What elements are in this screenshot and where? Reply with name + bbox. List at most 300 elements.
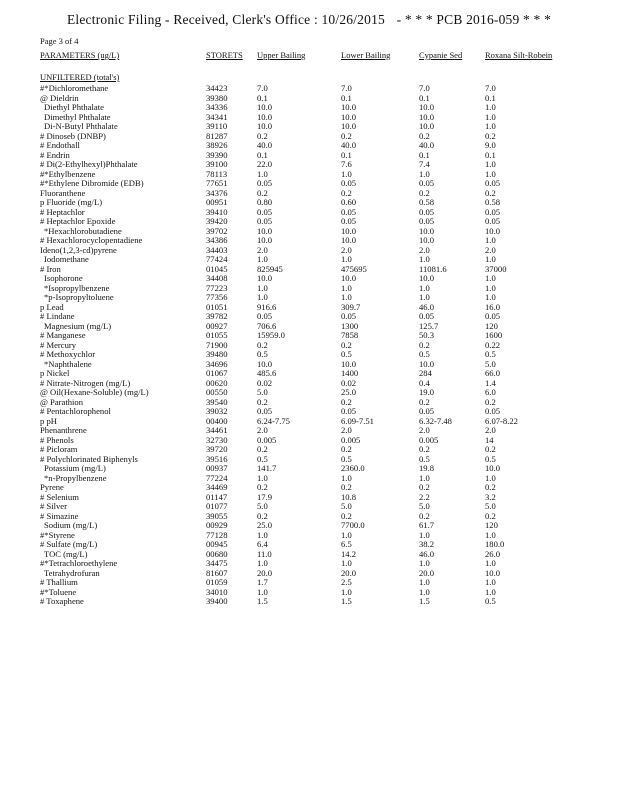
table-row [0, 84, 618, 94]
roxana-silt-value: 0.2 [485, 396, 496, 407]
upper-bailing-value: 10.0 [257, 102, 273, 112]
parameter-name: # Endothall [40, 140, 80, 150]
roxana-silt-value: 0.22 [485, 339, 501, 350]
upper-bailing-value: 0.2 [257, 510, 268, 521]
storet-code: 00550 [206, 387, 228, 397]
upper-bailing-value: 10.0 [257, 225, 273, 236]
parameter-name: #*Ethylene Dibromide (EDB) [40, 178, 144, 188]
parameter-name: # Heptachlor Epoxide [40, 216, 116, 226]
upper-bailing-value: 17.9 [257, 491, 273, 502]
storet-code: 38926 [206, 140, 228, 150]
table-row [0, 588, 618, 598]
parameter-name: # Iron [40, 263, 61, 274]
table-row [0, 388, 618, 398]
roxana-silt-value: 1.4 [485, 377, 496, 388]
cypanie-sed-value: 0.1 [419, 92, 430, 103]
upper-bailing-value: 1.0 [257, 254, 268, 264]
upper-bailing-value: 15959.0 [257, 330, 285, 340]
cypanie-sed-value: 0.05 [419, 311, 435, 321]
roxana-silt-value: 0.2 [485, 130, 496, 141]
cypanie-sed-value: 1.5 [419, 596, 430, 606]
lower-bailing-value: 10.0 [341, 225, 357, 236]
lower-bailing-value: 2.0 [341, 425, 352, 435]
roxana-silt-value: 1.0 [485, 111, 496, 122]
parameter-name: # Heptachlor [40, 206, 85, 217]
upper-bailing-value: 485.6 [257, 368, 277, 378]
cypanie-sed-value: 19.0 [419, 387, 435, 397]
storet-code: 34408 [206, 273, 228, 283]
table-row [0, 255, 618, 265]
cypanie-sed-value: 2.2 [419, 491, 430, 502]
upper-bailing-value: 0.05 [257, 216, 273, 226]
parameter-name: p Fluoride (mg/L) [40, 197, 103, 207]
cypanie-sed-value: 38.2 [419, 539, 435, 549]
filing-header-text: Electronic Filing - Received, Clerk's Office : 10/26/2015 [66, 12, 385, 27]
table-row [0, 293, 618, 303]
lower-bailing-value: 10.0 [341, 111, 357, 122]
storet-code: 39110 [206, 121, 228, 131]
upper-bailing-value: 0.2 [257, 339, 268, 350]
upper-bailing-value: 1.0 [257, 558, 268, 568]
roxana-silt-value: 0.05 [485, 178, 501, 188]
parameter-name: # Sulfate (mg/L) [40, 539, 98, 549]
page-number: Page 3 of 4 [40, 36, 79, 46]
roxana-silt-value: 1.0 [485, 235, 496, 245]
upper-bailing-value: 1.0 [257, 472, 268, 483]
parameter-name: p Lead [40, 301, 64, 312]
storet-code: 34423 [206, 83, 228, 93]
roxana-silt-value: 180.0 [485, 539, 505, 549]
lower-bailing-value: 1.0 [341, 558, 352, 568]
roxana-silt-value: 26.0 [485, 548, 501, 559]
upper-bailing-value: 10.0 [257, 111, 273, 122]
upper-bailing-value: 7.0 [257, 83, 268, 93]
lower-bailing-value: 0.1 [341, 149, 352, 160]
roxana-silt-value: 0.2 [485, 187, 496, 198]
storet-code: 39702 [206, 225, 228, 236]
roxana-silt-value: 1.0 [485, 529, 496, 540]
cypanie-sed-value: 0.2 [419, 510, 430, 521]
lower-bailing-value: 1.0 [341, 472, 352, 483]
parameter-name: # Methoxychlor [40, 349, 96, 359]
storet-code: 39782 [206, 311, 228, 321]
cypanie-sed-value: 19.8 [419, 463, 435, 473]
roxana-silt-value: 0.2 [485, 482, 496, 492]
parameter-name: Sodium (mg/L) [44, 520, 98, 530]
table-row [0, 426, 618, 436]
lower-bailing-value: 0.5 [341, 349, 352, 359]
lower-bailing-value: 10.0 [341, 102, 357, 112]
roxana-silt-value: 1.0 [485, 282, 496, 293]
cypanie-sed-value: 46.0 [419, 301, 435, 312]
storet-code: 00680 [206, 548, 228, 559]
cypanie-sed-value: 0.005 [419, 434, 439, 445]
upper-bailing-value: 0.05 [257, 206, 273, 217]
lower-bailing-value: 0.05 [341, 311, 357, 321]
upper-bailing-value: 1.0 [257, 529, 268, 540]
lower-bailing-value: 0.05 [341, 206, 357, 217]
storet-code: 39390 [206, 149, 228, 160]
roxana-silt-value: 1600 [485, 330, 503, 340]
storet-code: 39055 [206, 510, 228, 521]
upper-bailing-value: 5.0 [257, 387, 268, 397]
upper-bailing-value: 1.7 [257, 577, 268, 587]
parameter-name: # Toxaphene [40, 596, 84, 606]
roxana-silt-value: 16.0 [485, 301, 501, 312]
storet-code: 39516 [206, 453, 228, 464]
col-header-storets: STORETS [206, 50, 243, 60]
storet-code: 00927 [206, 320, 228, 331]
roxana-silt-value: 1.0 [485, 168, 496, 179]
storet-code: 77224 [206, 472, 228, 483]
cypanie-sed-value: 10.0 [419, 225, 435, 236]
lower-bailing-value: 10.0 [341, 121, 357, 131]
lower-bailing-value: 0.5 [341, 453, 352, 464]
lower-bailing-value: 2.0 [341, 244, 352, 255]
parameter-name: # Picloram [40, 444, 78, 454]
roxana-silt-value: 2.0 [485, 244, 496, 255]
storet-code: 77356 [206, 292, 228, 302]
storet-code: 34386 [206, 235, 228, 245]
upper-bailing-value: 40.0 [257, 140, 273, 150]
col-header-upper-bailing: Upper Bailing [257, 50, 306, 60]
table-row [0, 198, 618, 208]
storet-code: 39410 [206, 206, 228, 217]
cypanie-sed-value: 10.0 [419, 235, 435, 245]
storet-code: 39420 [206, 216, 228, 226]
parameter-name: # Hexachlorocyclopentadiene [40, 235, 143, 245]
upper-bailing-value: 916.6 [257, 301, 277, 312]
table-row [0, 303, 618, 313]
cypanie-sed-value: 125.7 [419, 320, 439, 331]
table-row [0, 597, 618, 607]
upper-bailing-value: 1.0 [257, 168, 268, 179]
lower-bailing-value: 475695 [341, 263, 367, 274]
roxana-silt-value: 1.0 [485, 558, 496, 568]
cypanie-sed-value: 0.05 [419, 216, 435, 226]
upper-bailing-value: 825945 [257, 263, 283, 274]
lower-bailing-value: 2.5 [341, 577, 352, 587]
cypanie-sed-value: 10.0 [419, 358, 435, 369]
parameter-name: *Hexachlorobutadiene [44, 225, 122, 236]
table-row [0, 360, 618, 370]
upper-bailing-value: 0.2 [257, 130, 268, 141]
parameter-name: Iodomethane [44, 254, 89, 264]
upper-bailing-value: 2.0 [257, 425, 268, 435]
parameter-name: *Naphthalene [44, 358, 92, 369]
upper-bailing-value: 0.2 [257, 187, 268, 198]
col-header-lower-bailing: Lower Bailing [341, 50, 391, 60]
cypanie-sed-value: 10.0 [419, 111, 435, 122]
storet-code: 32730 [206, 434, 228, 445]
parameter-name: p pH [40, 415, 57, 426]
col-header-roxana-silt: Roxana Silt-Robein [485, 50, 553, 60]
parameter-name: # Mercury [40, 339, 77, 350]
storet-code: 39380 [206, 92, 228, 103]
table-row [0, 493, 618, 503]
cypanie-sed-value: 0.5 [419, 453, 430, 464]
storet-code: 77424 [206, 254, 228, 264]
lower-bailing-value: 0.2 [341, 510, 352, 521]
roxana-silt-value: 1.0 [485, 472, 496, 483]
upper-bailing-value: 20.0 [257, 567, 273, 578]
lower-bailing-value: 20.0 [341, 567, 357, 578]
roxana-silt-value: 0.5 [485, 596, 496, 606]
parameter-name: *Isopropylbenzene [44, 282, 110, 293]
roxana-silt-value: 2.0 [485, 425, 496, 435]
lower-bailing-value: 0.005 [341, 434, 361, 445]
table-row [0, 483, 618, 493]
lower-bailing-value: 0.05 [341, 216, 357, 226]
storet-code: 34010 [206, 586, 228, 597]
upper-bailing-value: 10.0 [257, 121, 273, 131]
upper-bailing-value: 141.7 [257, 463, 277, 473]
cypanie-sed-value: 1.0 [419, 472, 430, 483]
lower-bailing-value: 7700.0 [341, 520, 365, 530]
roxana-silt-value: 3.2 [485, 491, 496, 502]
upper-bailing-value: 25.0 [257, 520, 273, 530]
cypanie-sed-value: 1.0 [419, 282, 430, 293]
col-header-cypanie-sed: Cypanie Sed [419, 50, 463, 60]
cypanie-sed-value: 10.0 [419, 102, 435, 112]
table-row [0, 436, 618, 446]
roxana-silt-value: 10.0 [485, 463, 501, 473]
lower-bailing-value: 1.0 [341, 282, 352, 293]
lower-bailing-value: 0.2 [341, 339, 352, 350]
table-row [0, 417, 618, 427]
parameter-name: TOC (mg/L) [44, 548, 88, 559]
lower-bailing-value: 1400 [341, 368, 359, 378]
upper-bailing-value: 22.0 [257, 159, 273, 169]
section-title: UNFILTERED (total's) [40, 72, 120, 82]
upper-bailing-value: 0.02 [257, 377, 273, 388]
upper-bailing-value: 0.005 [257, 434, 277, 445]
storet-code: 78113 [206, 168, 228, 179]
cypanie-sed-value: 1.0 [419, 529, 430, 540]
roxana-silt-value: 0.05 [485, 406, 501, 416]
lower-bailing-value: 0.05 [341, 178, 357, 188]
storet-code: 34336 [206, 102, 228, 112]
parameter-name: # Polychlorinated Biphenyls [40, 453, 138, 464]
table-row [0, 331, 618, 341]
parameter-name: *n-Propylbenzene [44, 472, 107, 483]
roxana-silt-value: 1.0 [485, 102, 496, 112]
parameter-name: # Selenium [40, 491, 79, 502]
upper-bailing-value: 0.1 [257, 149, 268, 160]
lower-bailing-value: 1.5 [341, 596, 352, 606]
roxana-silt-value: 0.1 [485, 92, 496, 103]
parameter-name: # Dinoseb (DNBP) [40, 130, 106, 141]
parameter-name: # Nitrate-Nitrogen (mg/L) [40, 377, 131, 388]
storet-code: 39540 [206, 396, 228, 407]
parameter-name: @ Parathion [40, 396, 83, 407]
parameter-name: #*Tetrachloroethylene [40, 558, 118, 568]
parameter-name: #*Toluene [40, 586, 77, 597]
storet-code: 01067 [206, 368, 228, 378]
storet-code: 01045 [206, 263, 228, 274]
table-row [0, 540, 618, 550]
cypanie-sed-value: 0.5 [419, 349, 430, 359]
cypanie-sed-value: 0.2 [419, 130, 430, 141]
roxana-silt-value: 37000 [485, 263, 507, 274]
cypanie-sed-value: 1.0 [419, 558, 430, 568]
lower-bailing-value: 0.1 [341, 92, 352, 103]
roxana-silt-value: 0.58 [485, 197, 501, 207]
storet-code: 00945 [206, 539, 228, 549]
upper-bailing-value: 10.0 [257, 273, 273, 283]
parameter-name: #*Dichloromethane [40, 83, 109, 93]
parameter-name: @ Oil(Hexane-Soluble) (mg/L) [40, 387, 149, 397]
table-row [0, 502, 618, 512]
storet-code: 39720 [206, 444, 228, 454]
storet-code: 01077 [206, 501, 228, 511]
parameter-name: Dimethyl Phthalate [44, 111, 111, 122]
parameter-name: Ideno(1,2,3-cd)pyrene [40, 244, 117, 255]
lower-bailing-value: 0.2 [341, 396, 352, 407]
roxana-silt-value: 10.0 [485, 225, 501, 236]
upper-bailing-value: 10.0 [257, 235, 273, 245]
lower-bailing-value: 0.2 [341, 444, 352, 454]
lower-bailing-value: 40.0 [341, 140, 357, 150]
parameter-name: p Nickel [40, 368, 70, 378]
cypanie-sed-value: 0.2 [419, 482, 430, 492]
storet-code: 00937 [206, 463, 228, 473]
upper-bailing-value: 1.0 [257, 586, 268, 597]
cypanie-sed-value: 0.2 [419, 187, 430, 198]
lower-bailing-value: 7.0 [341, 83, 352, 93]
lower-bailing-value: 25.0 [341, 387, 357, 397]
table-row [0, 322, 618, 332]
lower-bailing-value: 6.5 [341, 539, 352, 549]
col-header-parameters: PARAMETERS (ug/L) [40, 50, 120, 60]
parameter-name: Pyrene [40, 482, 64, 492]
upper-bailing-value: 0.2 [257, 444, 268, 454]
upper-bailing-value: 0.05 [257, 178, 273, 188]
parameter-name: *p-Isopropyltoluene [44, 292, 114, 302]
roxana-silt-value: 9.0 [485, 140, 496, 150]
storet-code: 81287 [206, 130, 228, 141]
storet-code: 00400 [206, 415, 228, 426]
storet-code: 34475 [206, 558, 228, 568]
cypanie-sed-value: 5.0 [419, 501, 430, 511]
cypanie-sed-value: 284 [419, 368, 432, 378]
storet-code: 77651 [206, 178, 228, 188]
storet-code: 39400 [206, 596, 228, 606]
case-reference: - * * * PCB 2016-059 * * * [396, 12, 552, 27]
parameter-name: Di-N-Butyl Phthalate [44, 121, 118, 131]
table-row [0, 132, 618, 142]
lower-bailing-value: 6.09-7.51 [341, 415, 374, 426]
storet-code: 39480 [206, 349, 228, 359]
lower-bailing-value: 1.0 [341, 586, 352, 597]
cypanie-sed-value: 10.0 [419, 121, 435, 131]
storet-code: 01147 [206, 491, 228, 502]
lower-bailing-value: 0.2 [341, 187, 352, 198]
cypanie-sed-value: 61.7 [419, 520, 435, 530]
upper-bailing-value: 6.4 [257, 539, 268, 549]
cypanie-sed-value: 7.4 [419, 159, 430, 169]
parameter-name: Isophorone [44, 273, 83, 283]
parameter-name: Phenanthrene [40, 425, 87, 435]
lower-bailing-value: 1.0 [341, 529, 352, 540]
lower-bailing-value: 5.0 [341, 501, 352, 511]
parameter-name: # Manganese [40, 330, 86, 340]
upper-bailing-value: 0.1 [257, 92, 268, 103]
cypanie-sed-value: 0.05 [419, 178, 435, 188]
cypanie-sed-value: 1.0 [419, 254, 430, 264]
cypanie-sed-value: 46.0 [419, 548, 435, 559]
table-row [0, 246, 618, 256]
roxana-silt-value: 1.0 [485, 254, 496, 264]
parameter-name: Tetrahydrofuran [44, 567, 100, 578]
roxana-silt-value: 7.0 [485, 83, 496, 93]
lower-bailing-value: 0.02 [341, 377, 357, 388]
cypanie-sed-value: 0.2 [419, 444, 430, 454]
upper-bailing-value: 0.05 [257, 311, 273, 321]
cypanie-sed-value: 0.4 [419, 377, 430, 388]
cypanie-sed-value: 2.0 [419, 425, 430, 435]
storet-code: 01051 [206, 301, 228, 312]
storet-code: 00951 [206, 197, 228, 207]
upper-bailing-value: 0.05 [257, 406, 273, 416]
parameter-name: @ Dieldrin [40, 92, 79, 103]
lower-bailing-value: 1.0 [341, 168, 352, 179]
lower-bailing-value: 0.60 [341, 197, 357, 207]
cypanie-sed-value: 0.2 [419, 339, 430, 350]
roxana-silt-value: 1.0 [485, 273, 496, 283]
cypanie-sed-value: 0.58 [419, 197, 435, 207]
cypanie-sed-value: 1.0 [419, 577, 430, 587]
lower-bailing-value: 0.05 [341, 406, 357, 416]
lower-bailing-value: 309.7 [341, 301, 361, 312]
storet-code: 39032 [206, 406, 228, 416]
table-row [0, 521, 618, 531]
roxana-silt-value: 6.0 [485, 387, 496, 397]
storet-code: 77223 [206, 282, 228, 293]
roxana-silt-value: 0.5 [485, 349, 496, 359]
parameter-name: #*Styrene [40, 529, 75, 540]
parameter-name: #*Ethylbenzene [40, 168, 96, 179]
cypanie-sed-value: 10.0 [419, 273, 435, 283]
storet-code: 00929 [206, 520, 228, 530]
lower-bailing-value: 10.0 [341, 358, 357, 369]
lower-bailing-value: 7.6 [341, 159, 352, 169]
upper-bailing-value: 0.5 [257, 453, 268, 464]
roxana-silt-value: 1.0 [485, 292, 496, 302]
cypanie-sed-value: 11081.6 [419, 263, 447, 274]
roxana-silt-value: 1.0 [485, 121, 496, 131]
parameter-name: # Simazine [40, 510, 79, 521]
table-row [0, 179, 618, 189]
table-row [0, 265, 618, 275]
lower-bailing-value: 7858 [341, 330, 359, 340]
parameter-name: # Pentachlorophenol [40, 406, 111, 416]
upper-bailing-value: 1.0 [257, 292, 268, 302]
table-row [0, 578, 618, 588]
roxana-silt-value: 6.07-8.22 [485, 415, 518, 426]
storet-code: 34403 [206, 244, 228, 255]
parameter-name: Potassium (mg/L) [44, 463, 106, 473]
storet-code: 01059 [206, 577, 228, 587]
storet-code: 39100 [206, 159, 228, 169]
lower-bailing-value: 0.2 [341, 482, 352, 492]
cypanie-sed-value: 1.0 [419, 168, 430, 179]
storet-code: 01055 [206, 330, 228, 340]
upper-bailing-value: 0.2 [257, 396, 268, 407]
storet-code: 81607 [206, 567, 228, 578]
roxana-silt-value: 1.0 [485, 159, 496, 169]
upper-bailing-value: 11.0 [257, 548, 272, 559]
